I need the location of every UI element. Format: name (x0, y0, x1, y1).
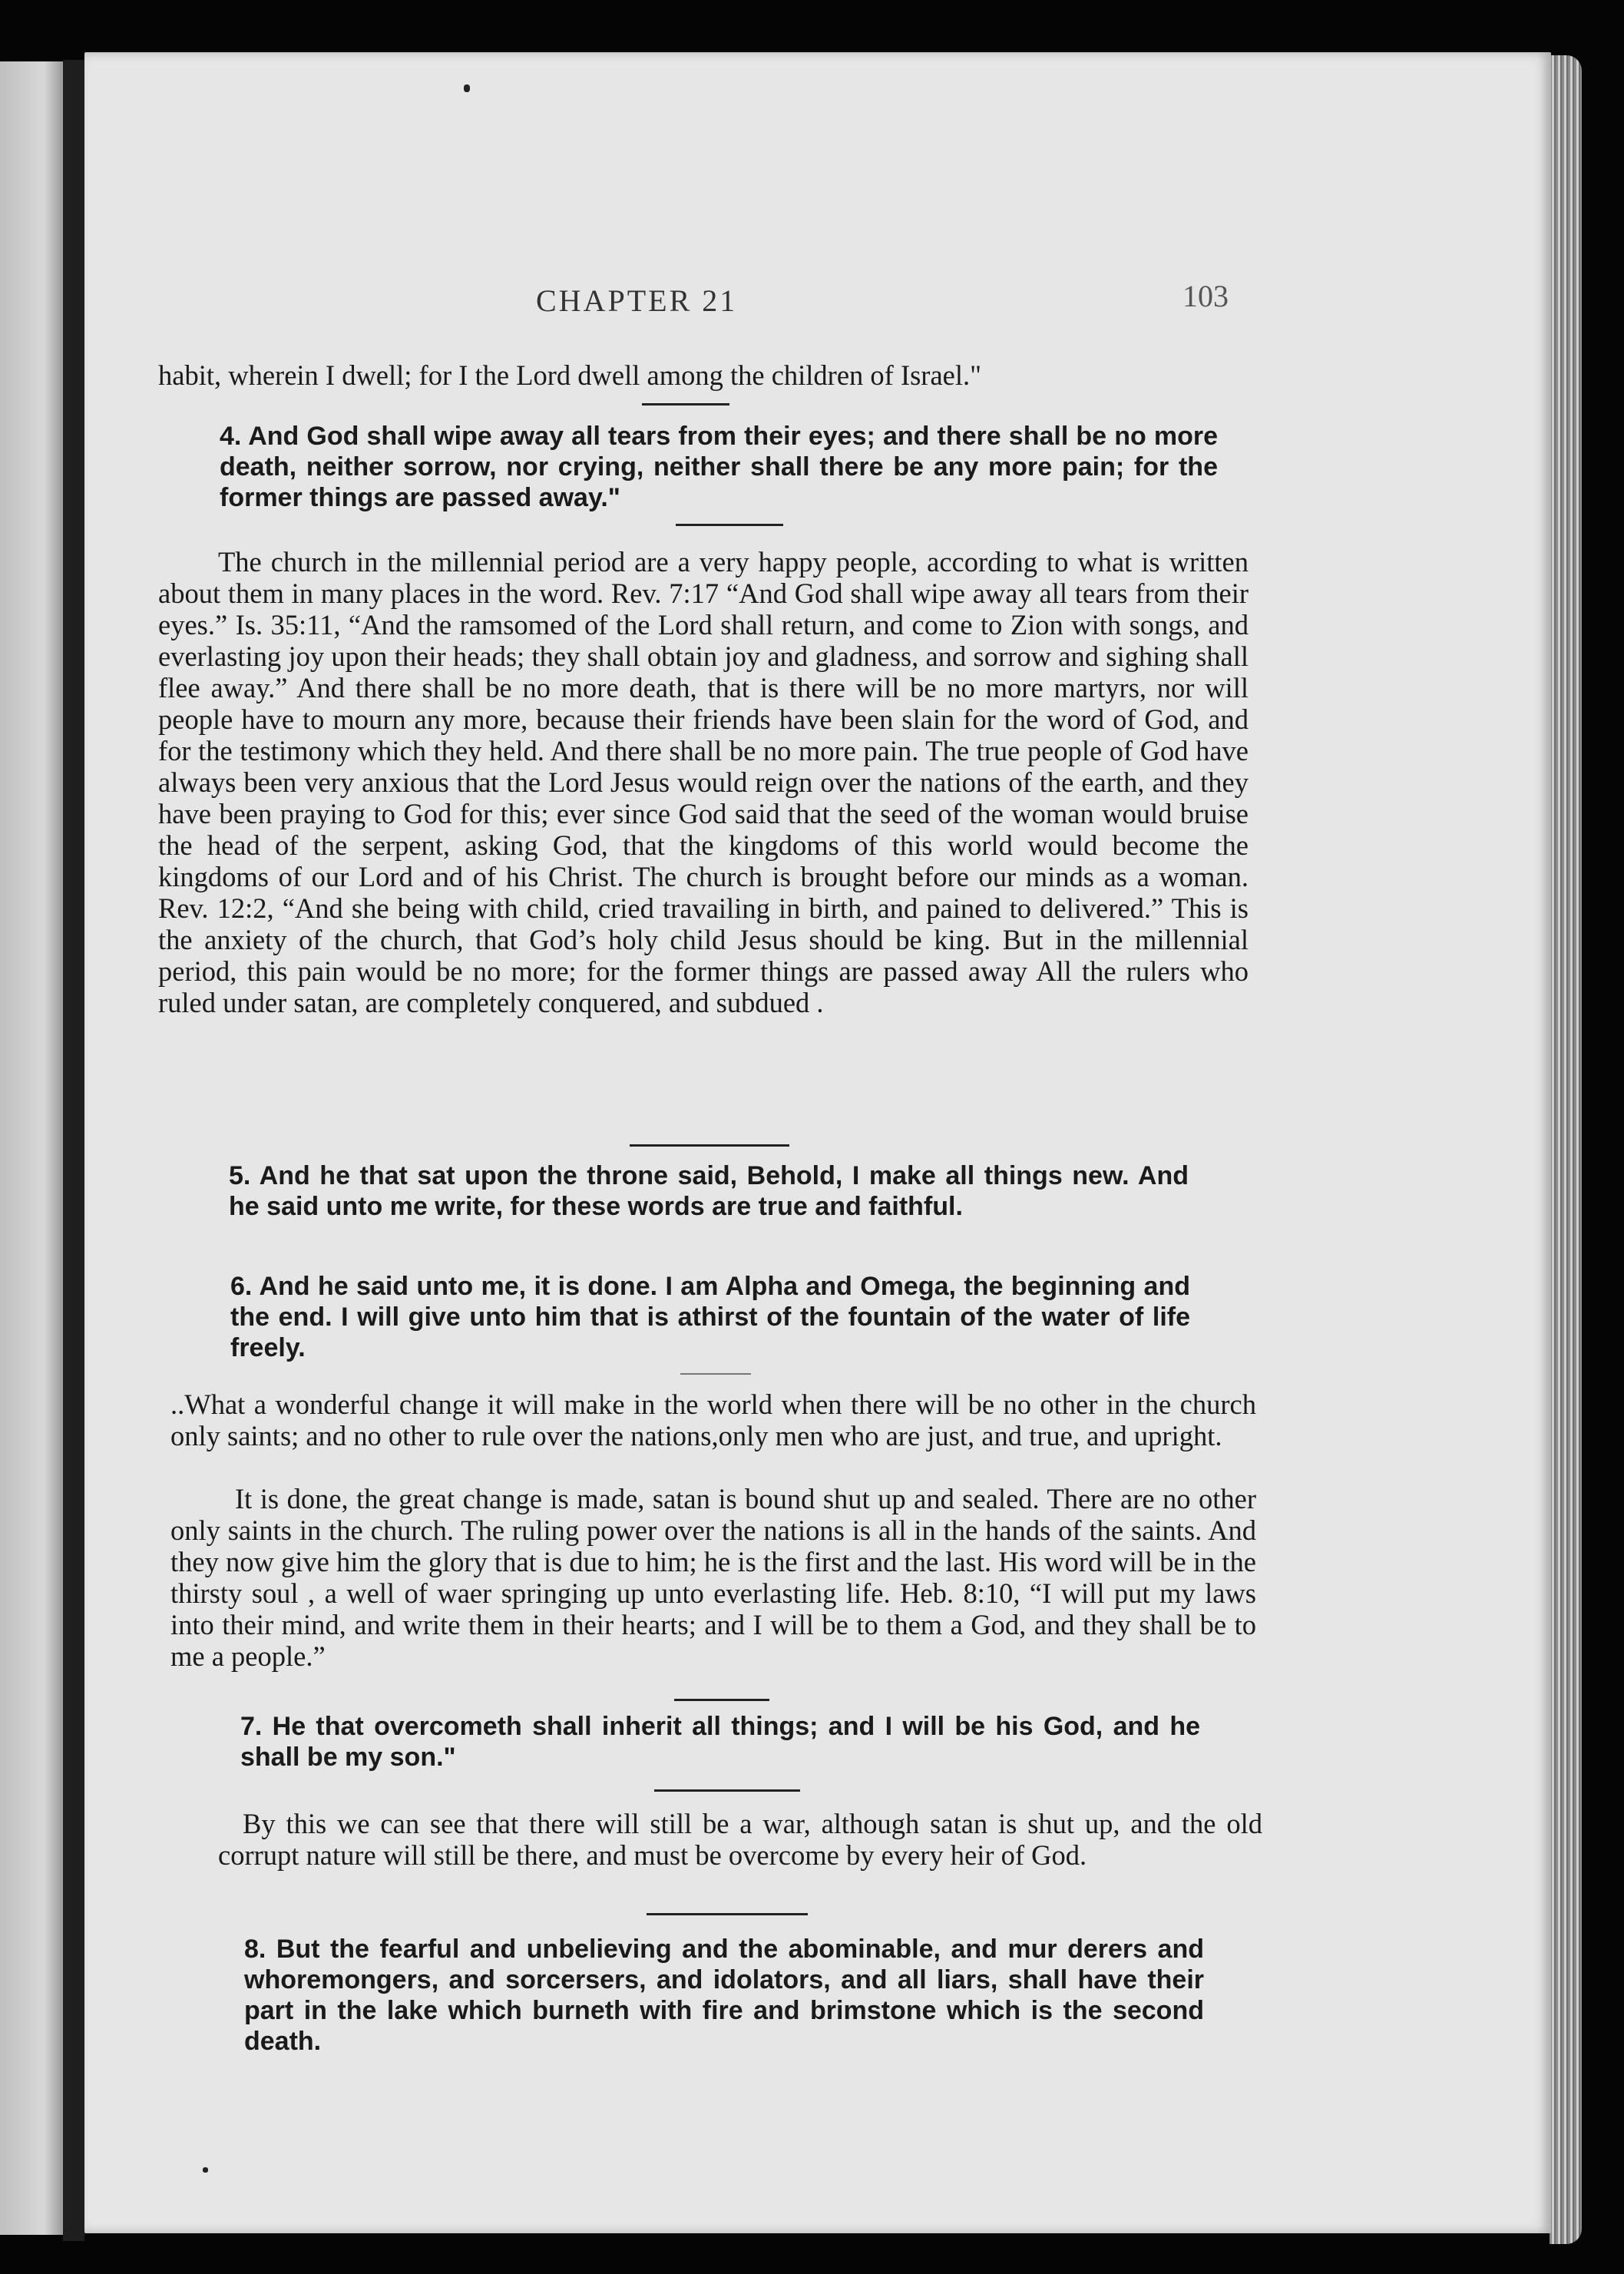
section-rule (674, 1699, 769, 1701)
section-rule (676, 524, 783, 526)
ink-speck (464, 84, 470, 92)
verse-6: 6. And he said unto me, it is done. I am Alpha and Omega, the beginning and the end. I will give unto him that is athirst of the fountain of the water of life freely. (230, 1272, 1190, 1362)
section-rule (680, 1373, 751, 1375)
book-gutter (63, 60, 84, 2241)
commentary-paragraph: The church in the millennial period are a very happy people, according to what is written about them in many places in the word. Rev. 7:17 “And God shall wipe away all tears from their eyes.” Is. 35:11, “And the ramsomed of the Lord shall return, and come to Zion with songs, and everlasting joy upon their heads; they shall obtain joy and gladness, and sorrow and sighing shall flee away.” And there shall be no more death, that is there will be no more martyrs, nor will people have to mourn any more, because their friends have been slain for the word of God, and for the testimony which they held. And there shall be no more pain. The true people of God have always been very anxious that the Lord Jesus would reign over the nations of the earth, and they have been praying to God for this; ever since God said that the seed of the woman would bruise the head of the serpent, asking God, that the kingdoms of this world would become the kingdoms of our Lord and of his Christ. The church is brought before our minds as a woman. Rev. 12:2, “And she being with child, cried travailing in birth, and pained to delivered.” This is the anxiety of the church, that God’s holy child Jesus should be king. But in the millennial period, this pain would be no more; for the former things are passed away All the rulers who ruled under satan, are completely conquered, and subdued . (158, 546, 1249, 1018)
ink-speck (203, 2167, 208, 2173)
facing-page-edge (0, 61, 63, 2235)
page-number: 103 (1182, 279, 1229, 313)
verse-5: 5. And he that sat upon the throne said, Behold, I make all things new. And he said unto me write, for these words are true and faithful. (229, 1161, 1189, 1221)
verse-8: 8. But the fearful and unbelieving and the abominable, and mur derers and whoremongers, and sorcersers, and idolators, and all liars, shall have their part in the lake which burneth with fire and brimstone which is the second death. (244, 1935, 1204, 2056)
commentary-paragraph: ..What a wonderful change it will make in the world when there will be no other in the church only saints; and no other to rule over the nations,only men who are just, and true, and upright. (170, 1389, 1256, 1451)
page-stack-edge (1550, 55, 1582, 2244)
section-rule (630, 1144, 789, 1147)
section-rule (647, 1913, 808, 1915)
verse-7: 7. He that overcometh shall inherit all things; and I will be his God, and he shall be my son." (240, 1712, 1200, 1772)
commentary-paragraph: It is done, the great change is made, satan is bound shut up and sealed. There are no other only saints in the church. The ruling power over the nations is all in the hands of the saints. And they now give him the glory that is due to him; he is the first and the last. His word will be in the thirsty soul , a well of waer springing up unto everlasting life. Heb. 8:10, “I will put my laws into their mind, and write them in their hearts; and I will be to them a God, and they shall be to me a people.” (170, 1483, 1256, 1672)
continuation-text: habit, wherein I dwell; for I the Lord dwell among the children of Israel." (158, 359, 982, 391)
section-rule (642, 403, 729, 405)
verse-4: 4. And God shall wipe away all tears from their eyes; and there shall be no more death, neither sorrow, nor crying, neither shall there be any more pain; for the former things are passed away." (220, 422, 1218, 512)
section-rule (654, 1789, 800, 1792)
running-head: CHAPTER 21 (536, 283, 738, 318)
commentary-paragraph: By this we can see that there will still be a war, although satan is shut up, and the old corrupt nature will still be there, and must be overcome by every heir of God. (218, 1808, 1262, 1871)
